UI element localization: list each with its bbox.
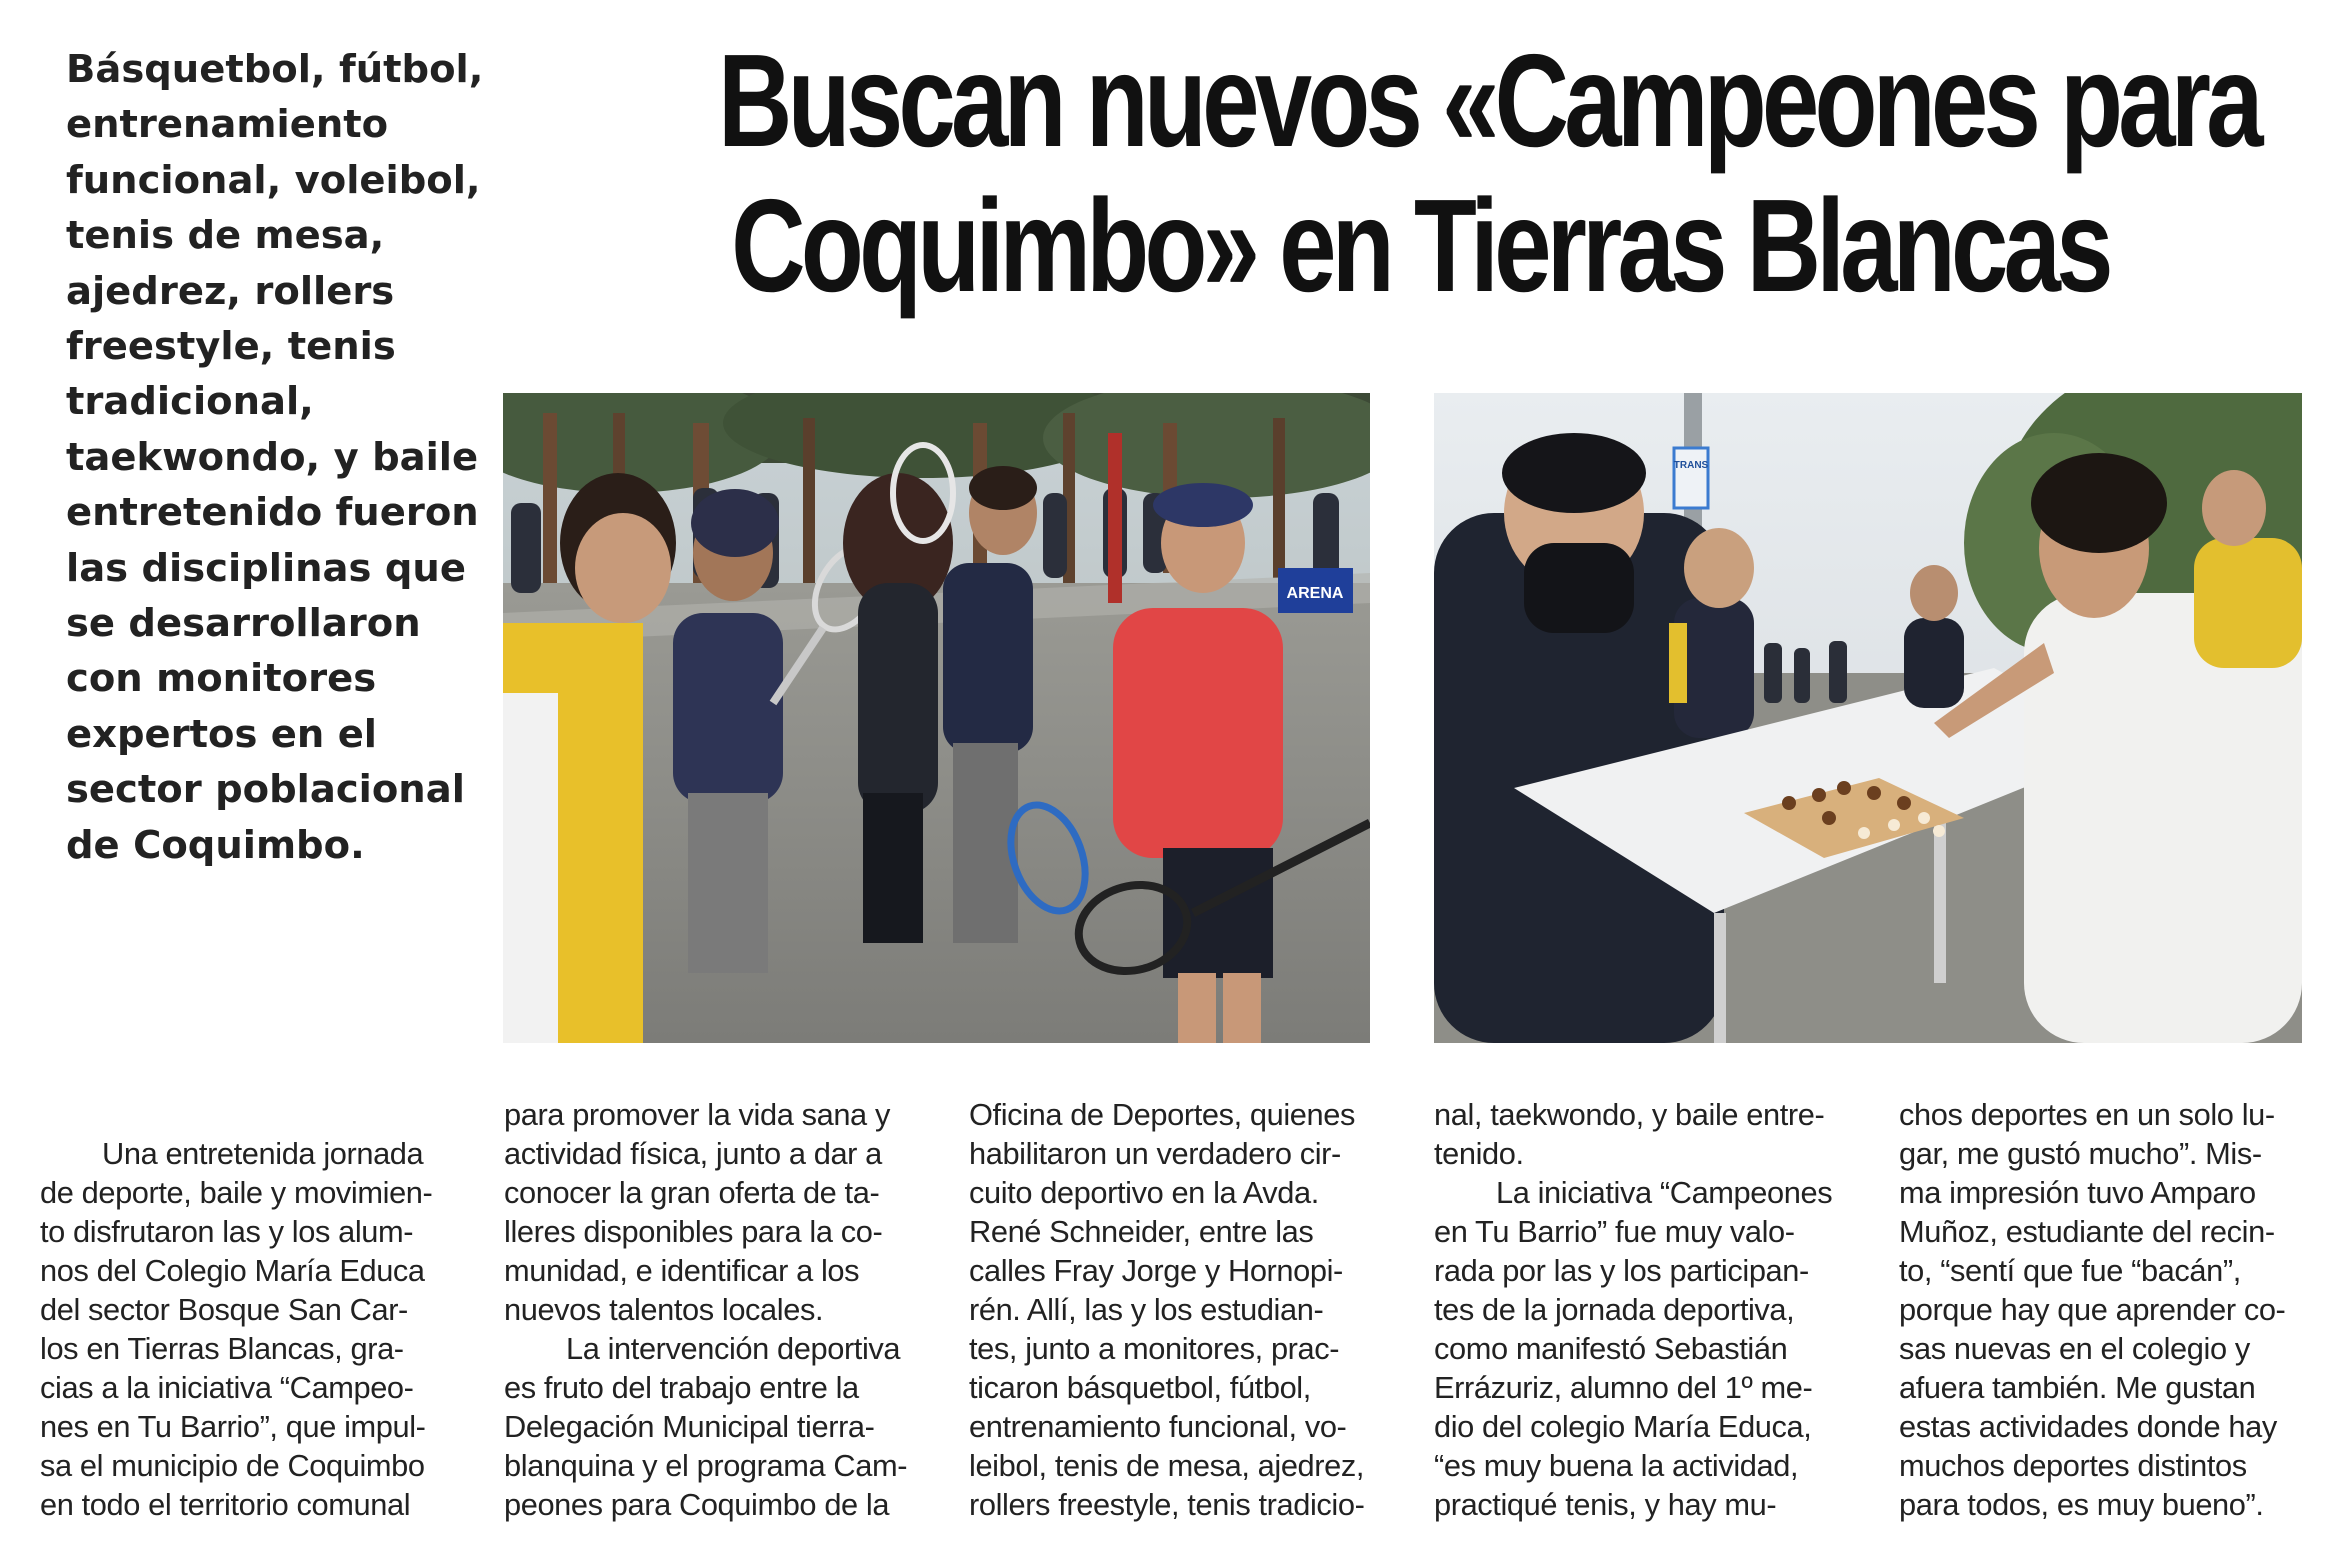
lead-line: tenis de mesa, bbox=[66, 213, 385, 259]
body-line: ticaron básquetbol, fútbol, bbox=[969, 1370, 1311, 1405]
body-line: chos deportes en un solo lu- bbox=[1899, 1097, 2275, 1132]
body-line: Errázuriz, alumno del 1º me- bbox=[1434, 1370, 1813, 1405]
lead-line: entrenamiento bbox=[66, 102, 389, 148]
lead-line: sector poblacional bbox=[66, 767, 465, 813]
lead-line: las disciplinas que bbox=[66, 545, 466, 591]
body-line: practiqué tenis, y hay mu- bbox=[1434, 1487, 1777, 1522]
article-column-1 bbox=[40, 1134, 442, 1524]
body-line: porque hay que aprender co- bbox=[1899, 1292, 2286, 1327]
sponsor-banner-text: ARENA bbox=[1286, 585, 1344, 602]
body-line: del sector Bosque San Car- bbox=[40, 1292, 408, 1327]
body-line: cuito deportivo en la Avda. bbox=[969, 1175, 1319, 1210]
body-line: “es muy buena la actividad, bbox=[1434, 1448, 1799, 1483]
headline-line-1: Buscan nuevos «Campeones para bbox=[718, 27, 2259, 174]
chess-photo bbox=[1434, 393, 2302, 1043]
chess-photo-illustration bbox=[1434, 393, 2302, 1043]
lead-line: se desarrollaron bbox=[66, 601, 421, 647]
body-line: lleres disponibles para la co- bbox=[504, 1214, 883, 1249]
lead-summary bbox=[66, 42, 484, 873]
body-line: rada por las y los participan- bbox=[1434, 1253, 1809, 1288]
headline bbox=[718, 27, 2259, 319]
body-line: los en Tierras Blancas, gra- bbox=[40, 1331, 404, 1366]
body-line: nal, taekwondo, y baile entre- bbox=[1434, 1097, 1825, 1132]
lead-line: entretenido fueron bbox=[66, 490, 479, 536]
body-line: La iniciativa “Campeones bbox=[1496, 1175, 1833, 1210]
article-column-4 bbox=[1434, 1095, 1836, 1524]
street-sign bbox=[1674, 448, 1708, 508]
body-line: para promover la vida sana y bbox=[504, 1097, 890, 1132]
body-line: conocer la gran oferta de ta- bbox=[504, 1175, 880, 1210]
body-line: tes de la jornada deportiva, bbox=[1434, 1292, 1795, 1327]
body-line: actividad física, junto a dar a bbox=[504, 1136, 882, 1171]
lead-line: expertos en el bbox=[66, 711, 378, 757]
body-line: en todo el territorio comunal bbox=[40, 1487, 411, 1522]
body-line: ma impresión tuvo Amparo bbox=[1899, 1175, 2256, 1210]
lead-line: ajedrez, rollers bbox=[66, 268, 395, 314]
lead-line: taekwondo, y baile bbox=[66, 434, 479, 480]
article-column-3 bbox=[969, 1095, 1371, 1524]
body-line: nos del Colegio María Educa bbox=[40, 1253, 425, 1288]
street-sign-text: TRANS bbox=[1673, 460, 1709, 471]
body-line: Oficina de Deportes, quienes bbox=[969, 1097, 1355, 1132]
body-line: leibol, tenis de mesa, ajedrez, bbox=[969, 1448, 1365, 1483]
body-line: La intervención deportiva bbox=[566, 1331, 901, 1366]
tennis-photo-illustration bbox=[503, 393, 1370, 1043]
body-line: nuevos talentos locales. bbox=[504, 1292, 824, 1327]
body-line: afuera también. Me gustan bbox=[1899, 1370, 2256, 1405]
body-line: munidad, e identificar a los bbox=[504, 1253, 860, 1288]
body-line: estas actividades donde hay bbox=[1899, 1409, 2277, 1444]
body-line: blanquina y el programa Cam- bbox=[504, 1448, 908, 1483]
body-line: rén. Allí, las y los estudian- bbox=[969, 1292, 1324, 1327]
body-line: en Tu Barrio” fue muy valo- bbox=[1434, 1214, 1795, 1249]
body-line: entrenamiento funcional, vo- bbox=[969, 1409, 1347, 1444]
body-line: muchos deportes distintos bbox=[1899, 1448, 2247, 1483]
lead-line: funcional, voleibol, bbox=[66, 157, 481, 203]
body-line: tenido. bbox=[1434, 1136, 1524, 1171]
body-line: nes en Tu Barrio”, que impul- bbox=[40, 1409, 426, 1444]
body-line: como manifestó Sebastián bbox=[1434, 1331, 1788, 1366]
body-line: gar, me gustó mucho”. Mis- bbox=[1899, 1136, 2262, 1171]
body-line: habilitaron un verdadero cir- bbox=[969, 1136, 1341, 1171]
body-line: rollers freestyle, tenis tradicio- bbox=[969, 1487, 1365, 1522]
body-line: to, “sentí que fue “bacán”, bbox=[1899, 1253, 2241, 1288]
body-line: para todos, es muy bueno”. bbox=[1899, 1487, 2264, 1522]
body-line: sa el municipio de Coquimbo bbox=[40, 1448, 425, 1483]
body-line: René Schneider, entre las bbox=[969, 1214, 1314, 1249]
lead-line: de Coquimbo. bbox=[66, 822, 365, 868]
body-line: peones para Coquimbo de la bbox=[504, 1487, 890, 1522]
tennis-photo bbox=[503, 393, 1370, 1043]
body-line: es fruto del trabajo entre la bbox=[504, 1370, 859, 1405]
body-line: dio del colegio María Educa, bbox=[1434, 1409, 1812, 1444]
body-line: calles Fray Jorge y Hornopi- bbox=[969, 1253, 1343, 1288]
body-line: to disfrutaron las y los alum- bbox=[40, 1214, 414, 1249]
article-column-5 bbox=[1899, 1095, 2301, 1524]
body-line: Delegación Municipal tierra- bbox=[504, 1409, 875, 1444]
lead-line: freestyle, tenis bbox=[66, 324, 396, 370]
body-line: Una entretenida jornada bbox=[102, 1136, 424, 1171]
body-line: tes, junto a monitores, prac- bbox=[969, 1331, 1340, 1366]
body-line: Muñoz, estudiante del recin- bbox=[1899, 1214, 2275, 1249]
article-column-2 bbox=[504, 1095, 906, 1524]
headline-line-2: Coquimbo» en Tierras Blancas bbox=[731, 172, 2109, 319]
body-line: de deporte, baile y movimien- bbox=[40, 1175, 433, 1210]
body-line: cias a la iniciativa “Campeo- bbox=[40, 1370, 414, 1405]
lead-line: tradicional, bbox=[66, 379, 314, 425]
body-line: sas nuevas en el colegio y bbox=[1899, 1331, 2250, 1366]
lead-line: Básquetbol, fútbol, bbox=[66, 47, 484, 92]
lead-line: con monitores bbox=[66, 656, 377, 702]
